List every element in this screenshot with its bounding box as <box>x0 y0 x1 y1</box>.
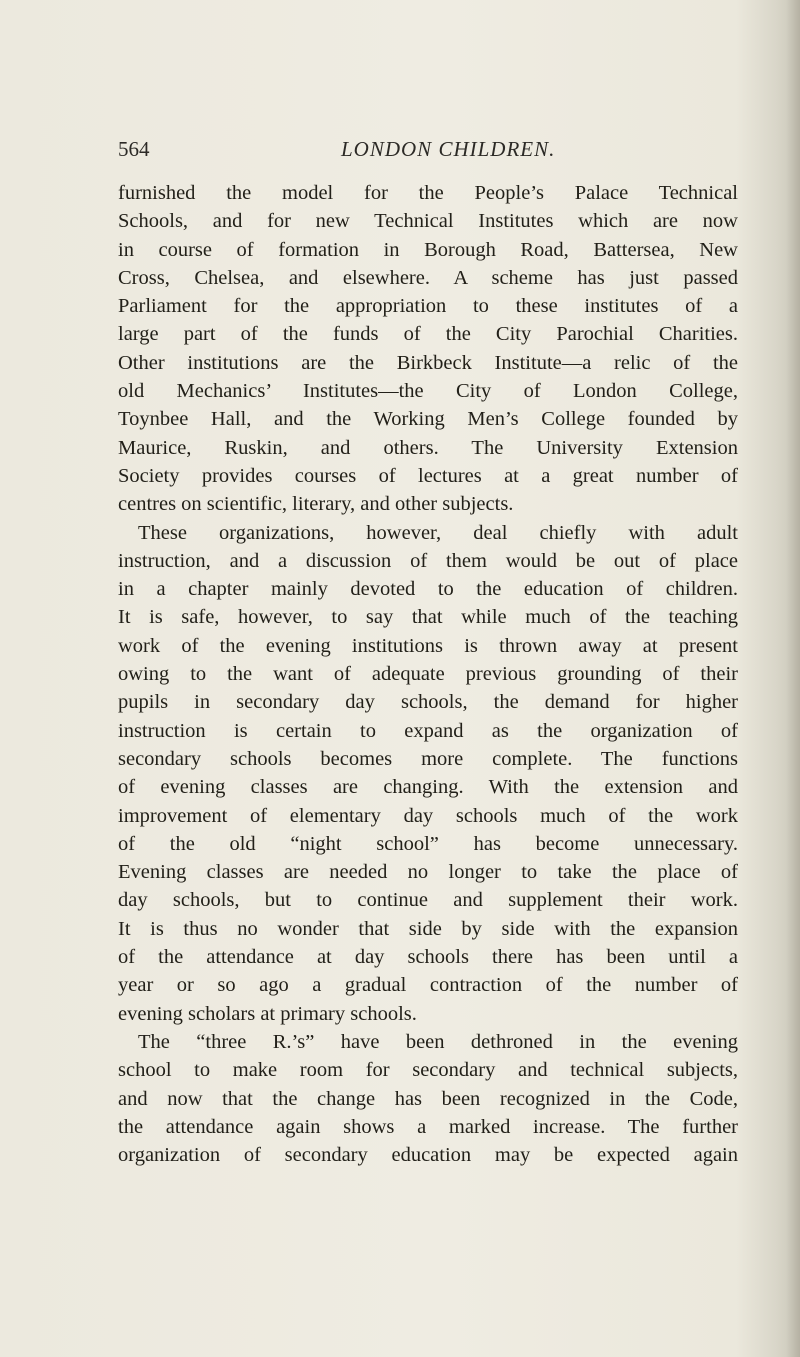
text-line: The “three R.’s” have been dethroned in the evening <box>138 1030 738 1053</box>
text-line: day schools, but to continue and supplement their work. <box>118 889 738 912</box>
text-line: Cross, Chelsea, and elsewhere. A scheme has just passed <box>118 266 738 289</box>
page-edge-shadow <box>786 0 800 1357</box>
text-line: work of the evening institutions is thrown away at present <box>118 634 738 657</box>
text-line: Other institutions are the Birkbeck Institute—a relic of the <box>118 351 738 374</box>
text-line: Parliament for the appropriation to these institutes of a <box>118 295 738 318</box>
text-line: in a chapter mainly devoted to the education of children. <box>118 578 738 601</box>
running-head: LONDON CHILDREN. <box>341 137 556 161</box>
text-line: furnished the model for the People’s Palace Technical <box>118 182 738 204</box>
text-line: Maurice, Ruskin, and others. The University Extension <box>118 436 738 459</box>
text-line: Toynbee Hall, and the Working Men’s College founded by <box>118 408 738 431</box>
page-number: 564 <box>118 137 150 161</box>
text-line: the attendance again shows a marked increase. The further <box>118 1115 738 1138</box>
text-line: centres on scientific, literary, and other subjects. <box>118 493 514 516</box>
text-line: evening scholars at primary schools. <box>118 1002 417 1025</box>
text-line: Evening classes are needed no longer to take the place of <box>118 861 738 884</box>
text-line: of the old “night school” has become unnecessary. <box>118 832 738 855</box>
text-line: Schools, and for new Technical Institutes which are now <box>118 210 738 233</box>
body-text <box>118 179 738 1169</box>
text-line: organization of secondary education may be expected again <box>118 1144 738 1167</box>
text-line: instruction is certain to expand as the organization of <box>118 719 738 742</box>
text-line: and now that the change has been recognized in the Code, <box>118 1087 738 1110</box>
text-line: pupils in secondary day schools, the demand for higher <box>118 691 738 714</box>
text-line: of the attendance at day schools there has been until a <box>118 946 738 969</box>
text-line: of evening classes are changing. With the extension and <box>118 776 738 799</box>
text-line: It is thus no wonder that side by side with the expansion <box>118 917 738 940</box>
text-line: year or so ago a gradual contraction of the number of <box>118 974 738 997</box>
text-line: school to make room for secondary and technical subjects, <box>118 1059 738 1082</box>
text-line: secondary schools becomes more complete. The functions <box>118 747 738 770</box>
text-line: These organizations, however, deal chiefly with adult <box>138 521 738 544</box>
text-line: owing to the want of adequate previous grounding of their <box>118 663 738 686</box>
text-line: Society provides courses of lectures at a great number of <box>118 464 738 487</box>
page-header <box>118 137 738 163</box>
text-line: large part of the funds of the City Parochial Charities. <box>118 323 738 346</box>
text-line: It is safe, however, to say that while much of the teaching <box>118 606 738 629</box>
text-line: improvement of elementary day schools much of the work <box>118 804 738 827</box>
text-line: in course of formation in Borough Road, Battersea, New <box>118 238 738 261</box>
text-line: instruction, and a discussion of them would be out of place <box>118 549 738 572</box>
text-line: old Mechanics’ Institutes—the City of London College, <box>118 380 738 403</box>
